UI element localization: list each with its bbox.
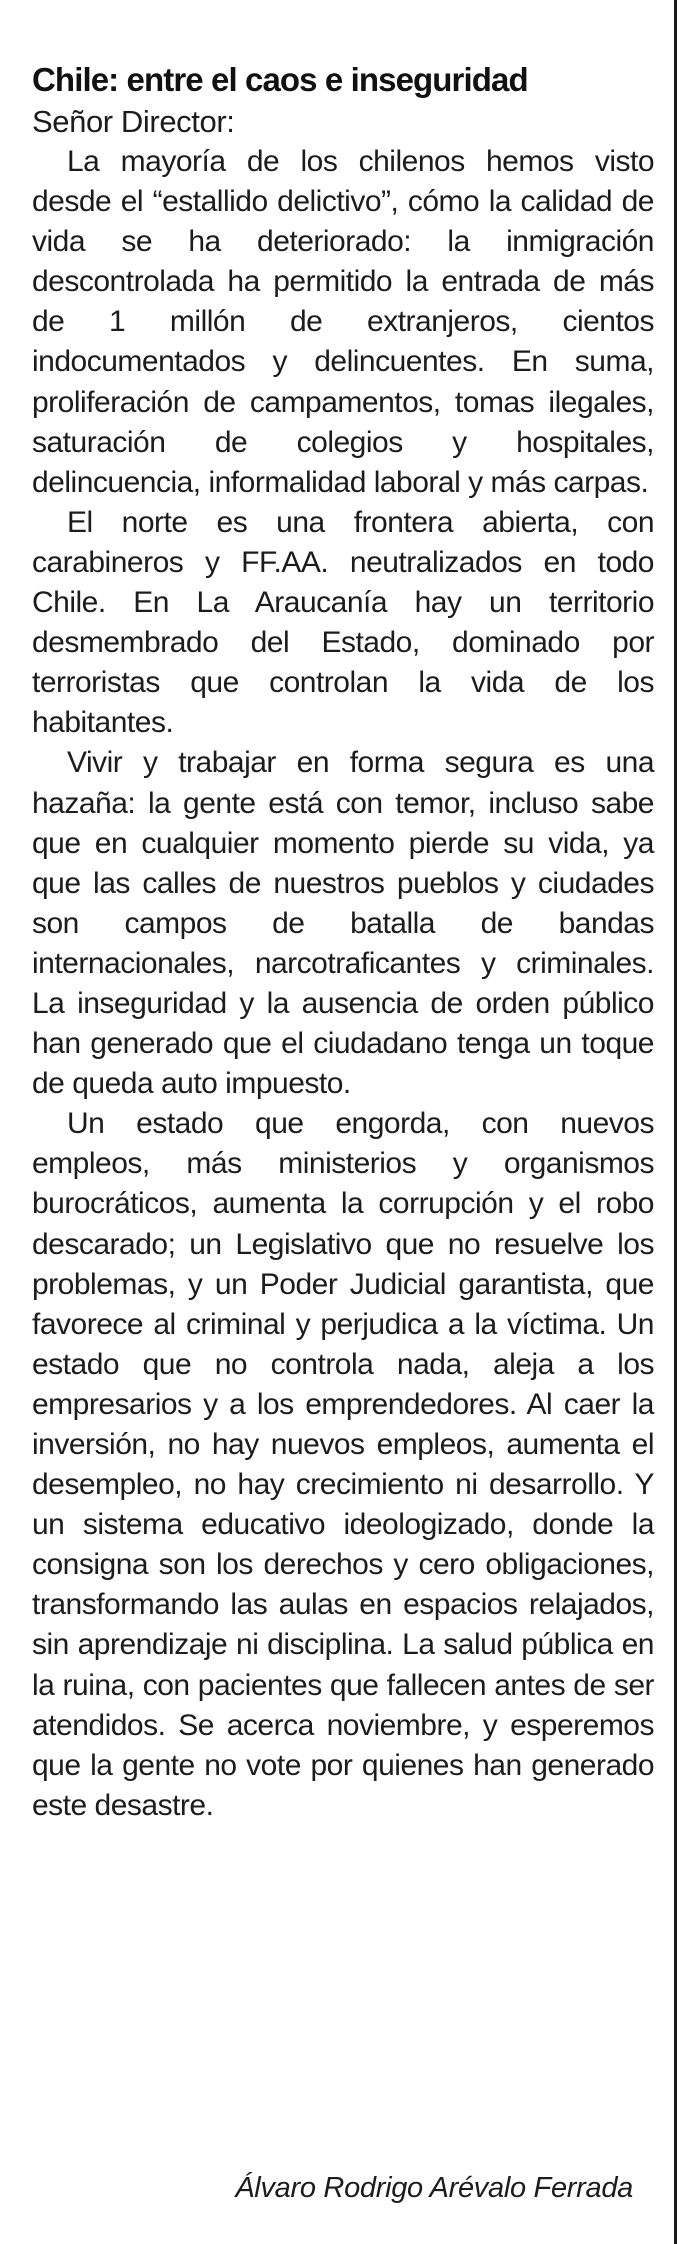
letter-paragraph-2: El norte es una frontera abierta, con carabineros y FF.AA. neutralizados en todo Chile. En La Araucanía hay un territorio desmembrado del Estado, dominado por terroristas que controlan la vida de los habitantes. <box>32 505 654 740</box>
letter-to-editor <box>32 58 654 1826</box>
column-divider-rule <box>674 0 677 2244</box>
letter-salutation: Señor Director: <box>32 104 235 139</box>
letter-headline: Chile: entre el caos e inseguridad <box>32 61 528 98</box>
letter-body <box>32 142 654 1826</box>
letter-paragraph-1: La mayoría de los chilenos hemos visto desde el “estallido delictivo”, cómo la calidad de vida se ha deteriorado: la inmigración descontrolada ha permitido la entrada de más de 1 millón de extranjeros, cientos indocumentados y delincuentes. En suma, proliferación de campamentos, tomas ilegales, saturación de colegios y hospitales, delincuencia, informalidad laboral y más carpas. <box>32 145 654 499</box>
letter-paragraph-4: Un estado que engorda, con nuevos empleos, más ministerios y organismos burocráticos, aumenta la corrupción y el robo descarado; un Legislativo que no resuelve los problemas, y un Poder Judicial garantista, que favorece al criminal y perjudica a la víctima. Un estado que no controla nada, aleja a los empresarios y a los emprendedores. Al caer la inversión, no hay nuevos empleos, aumenta el desempleo, no hay crecimiento ni desarrollo. Y un sistema educativo ideologizado, donde la consigna son los derechos y cero obligaciones, transformando las aulas en espacios relajados, sin aprendizaje ni disciplina. La salud pública en la ruina, con pacientes que fallecen antes de ser atendidos. Se acerca noviembre, y esperemos que la gente no vote por quienes han generado este desastre. <box>32 1107 654 1822</box>
letter-signature: Álvaro Rodrigo Arévalo Ferrada <box>235 2172 633 2204</box>
letter-paragraph-3: Vivir y trabajar en forma segura es una hazaña: la gente está con temor, incluso sabe que en cualquier momento pierde su vida, ya que las calles de nuestros pueblos y ciudades son campos de batalla de bandas internacionales, narcotraficantes y criminales. La inseguridad y la ausencia de orden público han generado que el ciudadano tenga un toque de queda auto impuesto. <box>32 746 654 1101</box>
